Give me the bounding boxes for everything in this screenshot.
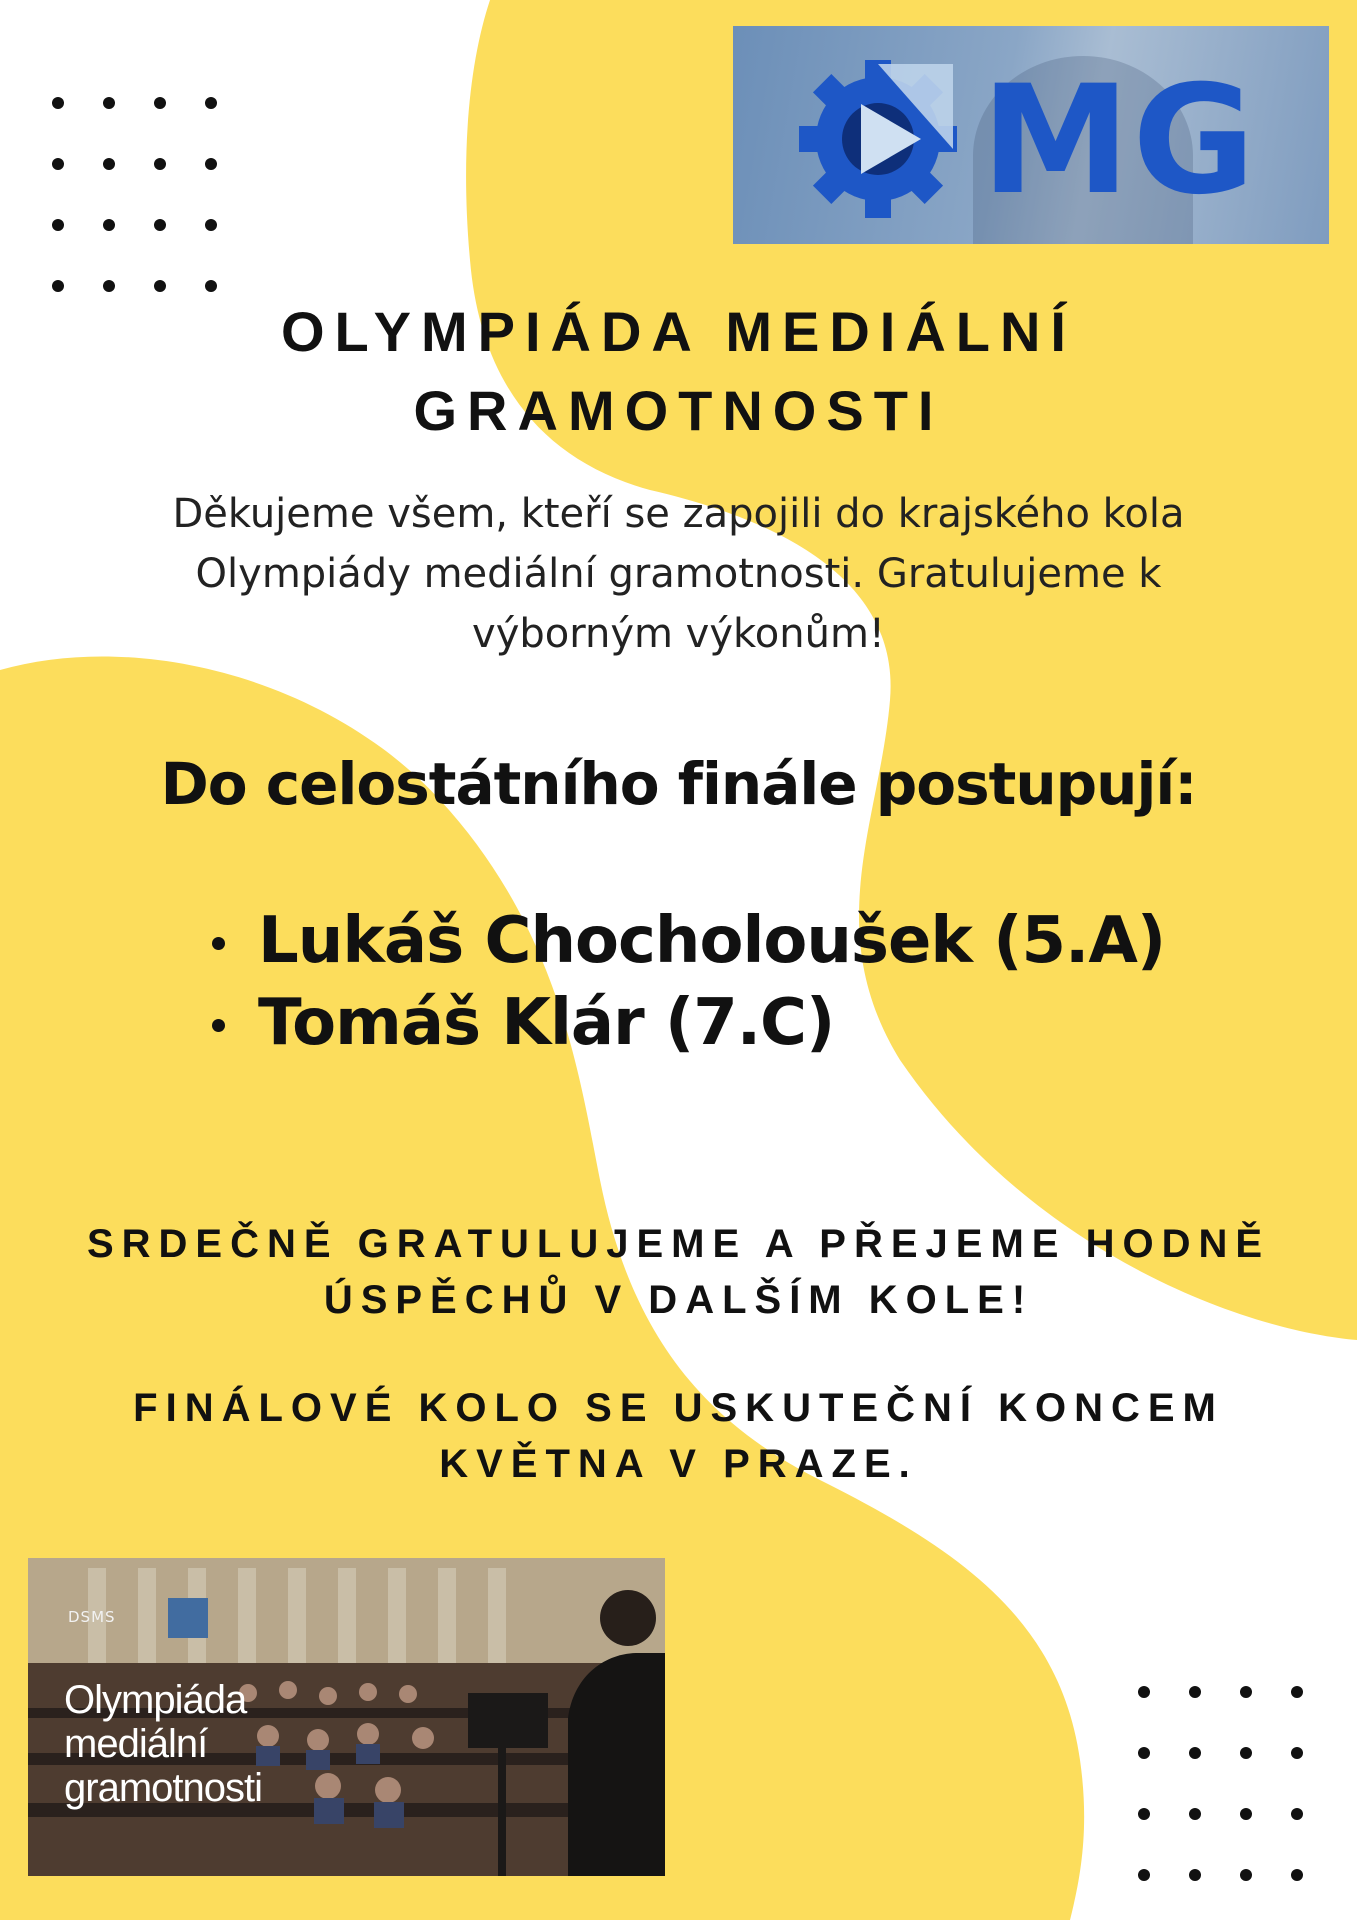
photo-caption-line: Olympiáda xyxy=(64,1678,247,1722)
finalists-list xyxy=(204,900,1165,1064)
omg-logo xyxy=(733,26,1329,244)
logo-text: MG xyxy=(981,54,1258,228)
photo-caption-line: gramotnosti xyxy=(64,1766,262,1810)
page-title: OLYMPIÁDA MEDIÁLNÍ GRAMOTNOSTI xyxy=(281,300,1076,442)
bullet-icon xyxy=(212,937,225,950)
congratulations-text: SRDEČNĚ GRATULUJEME A PŘEJEME HODNĚ ÚSPĚCHŮ V DALŠÍM KOLE! xyxy=(86,1222,1271,1322)
finalist-item xyxy=(204,900,1165,982)
dot-grid-top-left xyxy=(52,97,217,292)
dot-grid-bottom-right xyxy=(1138,1686,1303,1881)
finalist-item xyxy=(204,982,1165,1064)
finalists-heading: Do celostátního finále postupují: xyxy=(160,750,1197,818)
photo-caption-line: mediální xyxy=(64,1722,208,1766)
intro-text: Děkujeme všem, kteří se zapojili do krajského kola Olympiády mediální gramotnosti. Gratulujeme k výborným výkonům! xyxy=(172,491,1185,657)
finalist-name: Lukáš Chocholoušek (5.A) xyxy=(258,904,1166,978)
event-photo xyxy=(28,1558,665,1876)
finalist-name: Tomáš Klár (7.C) xyxy=(258,986,835,1060)
gear-play-icon xyxy=(793,54,963,224)
final-round-info: FINÁLOVÉ KOLO SE USKUTEČNÍ KONCEM KVĚTNA V PRAZE. xyxy=(133,1386,1224,1486)
photo-caption xyxy=(64,1678,364,1810)
dsms-brand: DSMS xyxy=(68,1608,116,1626)
bullet-icon xyxy=(212,1019,225,1032)
